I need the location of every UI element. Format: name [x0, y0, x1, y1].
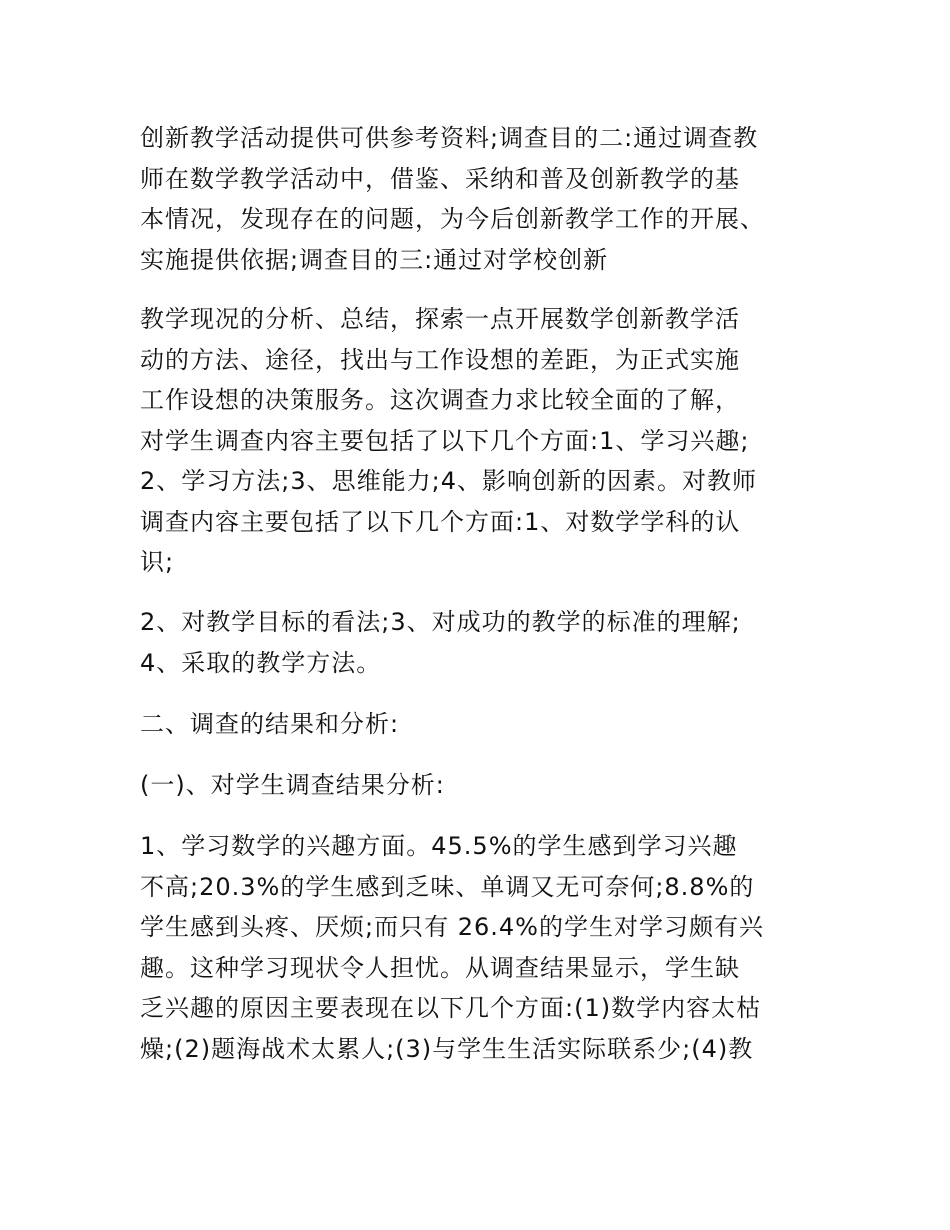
paragraph-survey-content — [140, 299, 820, 583]
text-line: 学生感到头疼、厌烦;而只有 26.4%的学生对学习颇有兴 — [140, 913, 764, 941]
section-heading-results — [140, 704, 820, 745]
text-line: 对学生调查内容主要包括了以下几个方面:1、学习兴趣; — [140, 426, 750, 455]
text-line: 动的方法、途径，找出与工作设想的差距，为正式实施 — [140, 345, 740, 374]
text-line: 创新教学活动提供可供参考资料;调查目的二:通过调查教 — [140, 124, 759, 152]
subsection-heading-students — [140, 765, 820, 806]
paragraph-teacher-items — [140, 602, 820, 683]
text-line: 2、学习方法;3、思维能力;4、影响创新的因素。对教师 — [140, 467, 757, 495]
text-line: 调查内容主要包括了以下几个方面:1、对数学学科的认 — [140, 507, 741, 536]
text-line: 实施提供依据;调查目的三:通过对学校创新 — [140, 245, 609, 274]
text-line: 2、对教学目标的看法;3、对成功的教学的标准的理解; — [140, 608, 741, 636]
text-line: 1、学习数学的兴趣方面。45.5%的学生感到学习兴趣 — [140, 832, 738, 860]
text-line: (一)、对学生调查结果分析: — [140, 771, 445, 799]
text-line: 工作设想的决策服务。这次调查力求比较全面的了解， — [140, 386, 740, 414]
text-line: 趣。这种学习现状令人担忧。从调查结果显示，学生缺 — [140, 953, 740, 982]
text-line: 师在数学教学活动中，借鉴、采纳和普及创新教学的基 — [140, 164, 740, 193]
text-line: 识; — [140, 548, 175, 576]
text-line: 本情况，发现存在的问题，为今后创新教学工作的开展、 — [140, 205, 765, 233]
paragraph-survey-purpose — [140, 118, 820, 280]
text-line: 4、采取的教学方法。 — [140, 648, 382, 677]
text-line: 二、调查的结果和分析: — [140, 710, 400, 738]
text-line: 乏兴趣的原因主要表现在以下几个方面:(1)数学内容太枯 — [140, 994, 762, 1022]
paragraph-interest-analysis — [140, 826, 820, 1069]
text-line: 不高;20.3%的学生感到乏味、单调又无可奈何;8.8%的 — [140, 872, 755, 901]
text-line: 教学现况的分析、总结，探索一点开展数学创新教学活 — [140, 305, 740, 333]
text-line: 燥;(2)题海战术太累人;(3)与学生生活实际联系少;(4)教 — [140, 1034, 754, 1063]
